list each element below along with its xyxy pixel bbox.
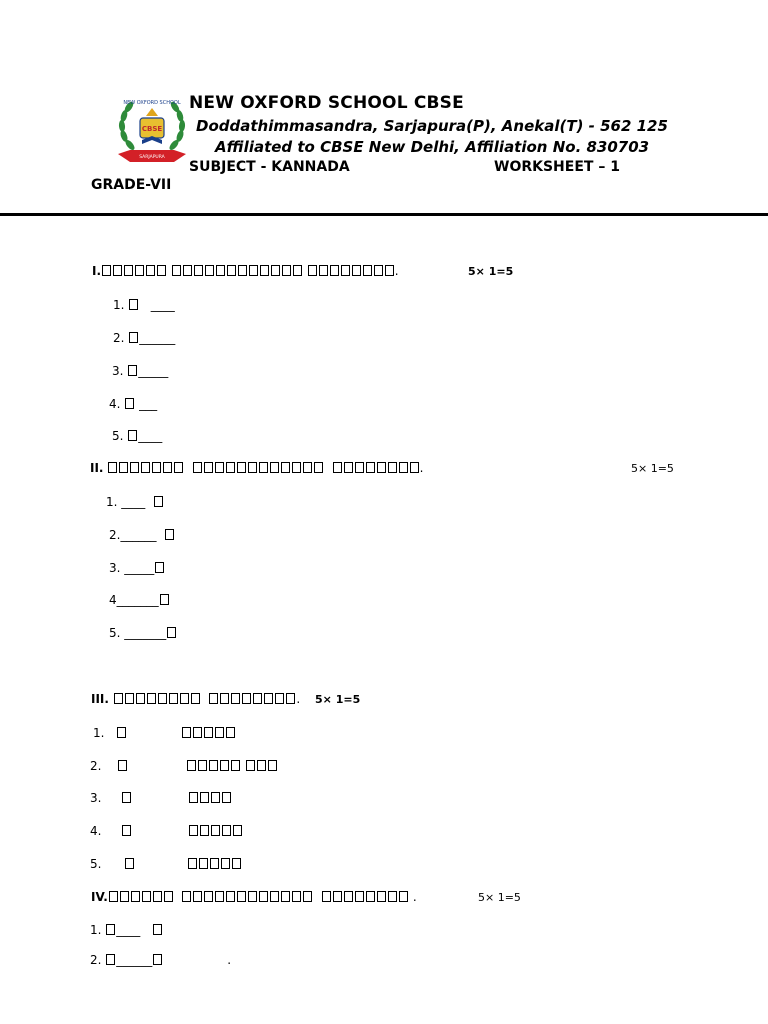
section-3-item: 5. — [90, 857, 242, 871]
school-name: NEW OXFORD SCHOOL CBSE — [189, 93, 464, 113]
section-4-item: 1. ____ — [90, 923, 163, 937]
kannada-text-glyphs — [171, 264, 303, 278]
section-4-prefix: IV. — [91, 890, 108, 904]
kannada-text-glyphs — [332, 461, 420, 475]
kannada-text-glyphs — [181, 890, 313, 904]
worksheet-label: WORKSHEET – 1 — [494, 159, 620, 175]
section-2-prefix: II. — [90, 461, 104, 475]
logo-ribbon-text: SARJAPURA — [139, 155, 165, 160]
section-1-marks: 5× 1=5 — [468, 265, 514, 278]
kannada-text-glyphs — [101, 264, 167, 278]
section-2-heading: II. . — [90, 461, 424, 475]
kannada-text-glyphs — [108, 890, 174, 904]
logo-top-text: NEW OXFORD SCHOOL — [123, 100, 181, 106]
section-4-marks: 5× 1=5 — [478, 891, 521, 904]
lamp-icon — [146, 108, 158, 116]
section-2-item: 5. _______ — [109, 626, 177, 640]
section-3-item: 4. — [90, 824, 243, 838]
section-3-item: 1. — [93, 726, 236, 740]
section-3-marks: 5× 1=5 — [315, 693, 361, 706]
section-1-item: 2. ______ — [113, 331, 176, 345]
section-2-item: 1. ____ — [106, 495, 164, 509]
section-3-item: 2. — [90, 759, 278, 773]
kannada-text-glyphs — [208, 692, 296, 706]
section-4-heading: IV. . — [91, 890, 417, 904]
section-1-prefix: I. — [92, 264, 102, 278]
section-3-heading: III. . — [91, 692, 301, 706]
header-divider — [0, 213, 768, 216]
affiliation-line: Affiliated to CBSE New Delhi, Affiliation No. 830703 — [215, 138, 650, 156]
section-2-item: 2.______ — [109, 528, 175, 542]
section-1-item: 4. ___ — [109, 397, 158, 411]
section-1-item: 3. _____ — [112, 364, 169, 378]
section-4-item: 2. ______ . — [90, 953, 232, 967]
kannada-text-glyphs — [307, 264, 395, 278]
school-address: Doddathimmasandra, Sarjapura(P), Anekal(T) - 562 125 — [196, 117, 668, 135]
kannada-text-glyphs — [113, 692, 201, 706]
logo-badge-text: CBSE — [141, 125, 163, 133]
section-2-marks: 5× 1=5 — [631, 462, 674, 475]
section-1-item: 1. ____ — [113, 298, 175, 312]
school-logo — [116, 92, 188, 166]
kannada-text-glyphs — [321, 890, 409, 904]
kannada-text-glyphs — [192, 461, 324, 475]
section-1-heading: I. . — [92, 264, 399, 278]
section-3-prefix: III. — [91, 692, 109, 706]
kannada-text-glyphs — [107, 461, 184, 475]
section-1-item: 5. ____ — [112, 429, 163, 443]
subject-label: SUBJECT - KANNADA — [189, 159, 350, 175]
section-2-item: 3. _____ — [109, 561, 165, 575]
section-3-item: 3. — [90, 791, 232, 805]
grade-label: GRADE-VII — [91, 177, 172, 193]
section-2-item: 4_______ — [109, 593, 170, 607]
